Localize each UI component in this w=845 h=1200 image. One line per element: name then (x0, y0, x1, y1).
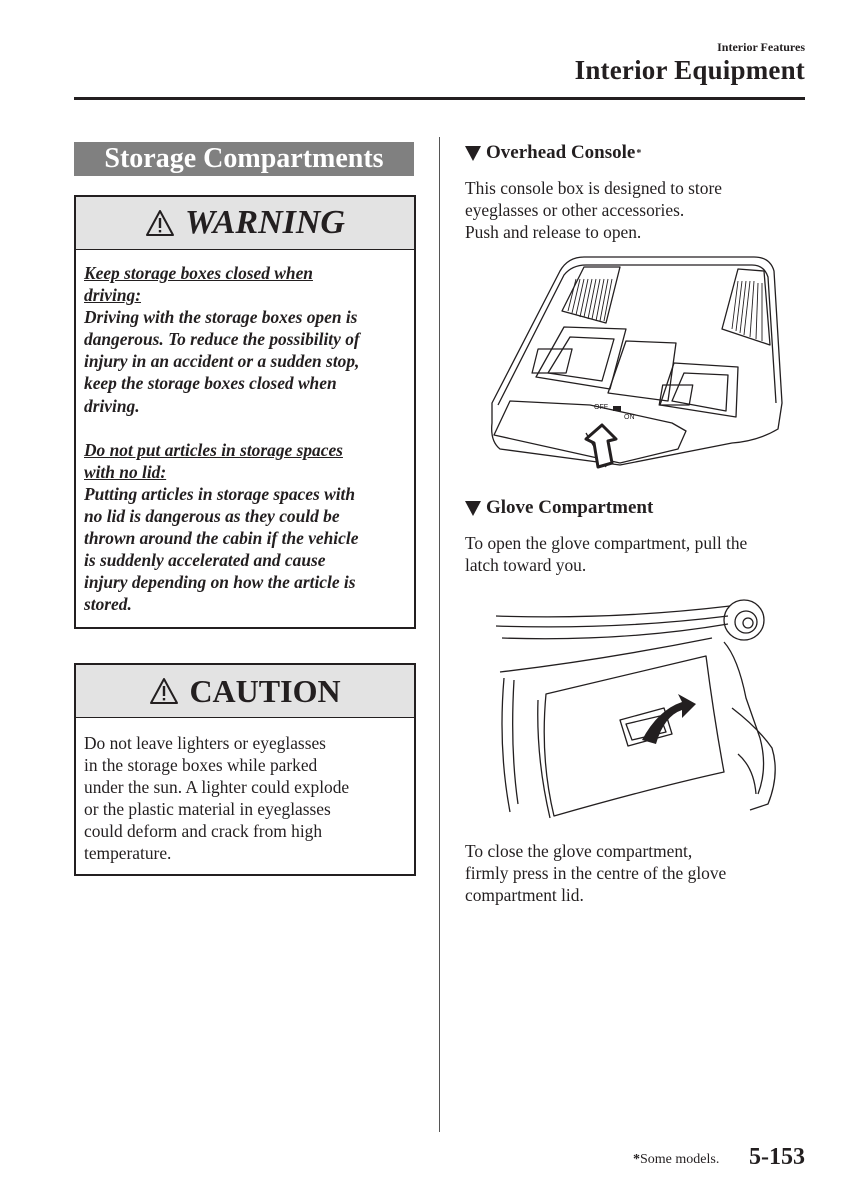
caution-box (74, 663, 416, 876)
page-number: 5-153 (749, 1144, 805, 1170)
warning-item-heading: Keep storage boxes closed when driving: (84, 263, 313, 306)
caution-body: Do not leave lighters or eyeglasses in the storage boxes while parked under the sun. A lighter could explode or the plastic material in eyeglasses could deform and crack from high temperature. (84, 733, 350, 864)
warning-triangle-icon (145, 209, 175, 237)
glove-compartment-close-text: To close the glove compartment, firmly press in the centre of the glove compartment lid. (465, 841, 727, 906)
svg-text:ON: ON (624, 414, 635, 421)
section-title: Storage Compartments (74, 142, 414, 176)
triangle-down-icon (465, 501, 481, 516)
caution-triangle-icon (149, 677, 179, 705)
warning-body (76, 250, 414, 615)
svg-text:OFF: OFF (594, 404, 608, 411)
warning-title: WARNING (185, 204, 345, 241)
glove-compartment-open-text: To open the glove compartment, pull the latch toward you. (465, 533, 748, 576)
overhead-console-heading: Overhead Console * (465, 142, 641, 164)
header-rule (74, 97, 805, 100)
column-divider (439, 137, 440, 1132)
footnote: *Some models. (633, 1152, 720, 1167)
overhead-console-illustration (488, 253, 784, 475)
warning-item-text: Driving with the storage boxes open is dangerous. To reduce the possibility of injury in an accident or a sudden stop, keep the storage boxes closed when driving. (84, 307, 360, 416)
warning-box (74, 195, 416, 629)
caution-title: CAUTION (189, 672, 341, 709)
page-title: Interior Equipment (574, 55, 805, 85)
glove-compartment-heading: Glove Compartment (465, 497, 653, 519)
warning-item-text: Putting articles in storage spaces with no lid is dangerous as they could be thrown around the cabin if the vehicle is suddenly accelerated and cause injury depending on how the article is stored. (84, 483, 359, 615)
glove-compartment-illustration (492, 598, 782, 830)
warning-item-heading: Do not put articles in storage spaces with no lid: (84, 439, 343, 482)
overhead-console-text: This console box is designed to store eyeglasses or other accessories. Push and release to open. (465, 178, 722, 243)
caution-header (76, 665, 414, 718)
triangle-down-icon (465, 146, 481, 161)
warning-header (76, 197, 414, 250)
chapter-label: Interior Features (717, 40, 805, 54)
